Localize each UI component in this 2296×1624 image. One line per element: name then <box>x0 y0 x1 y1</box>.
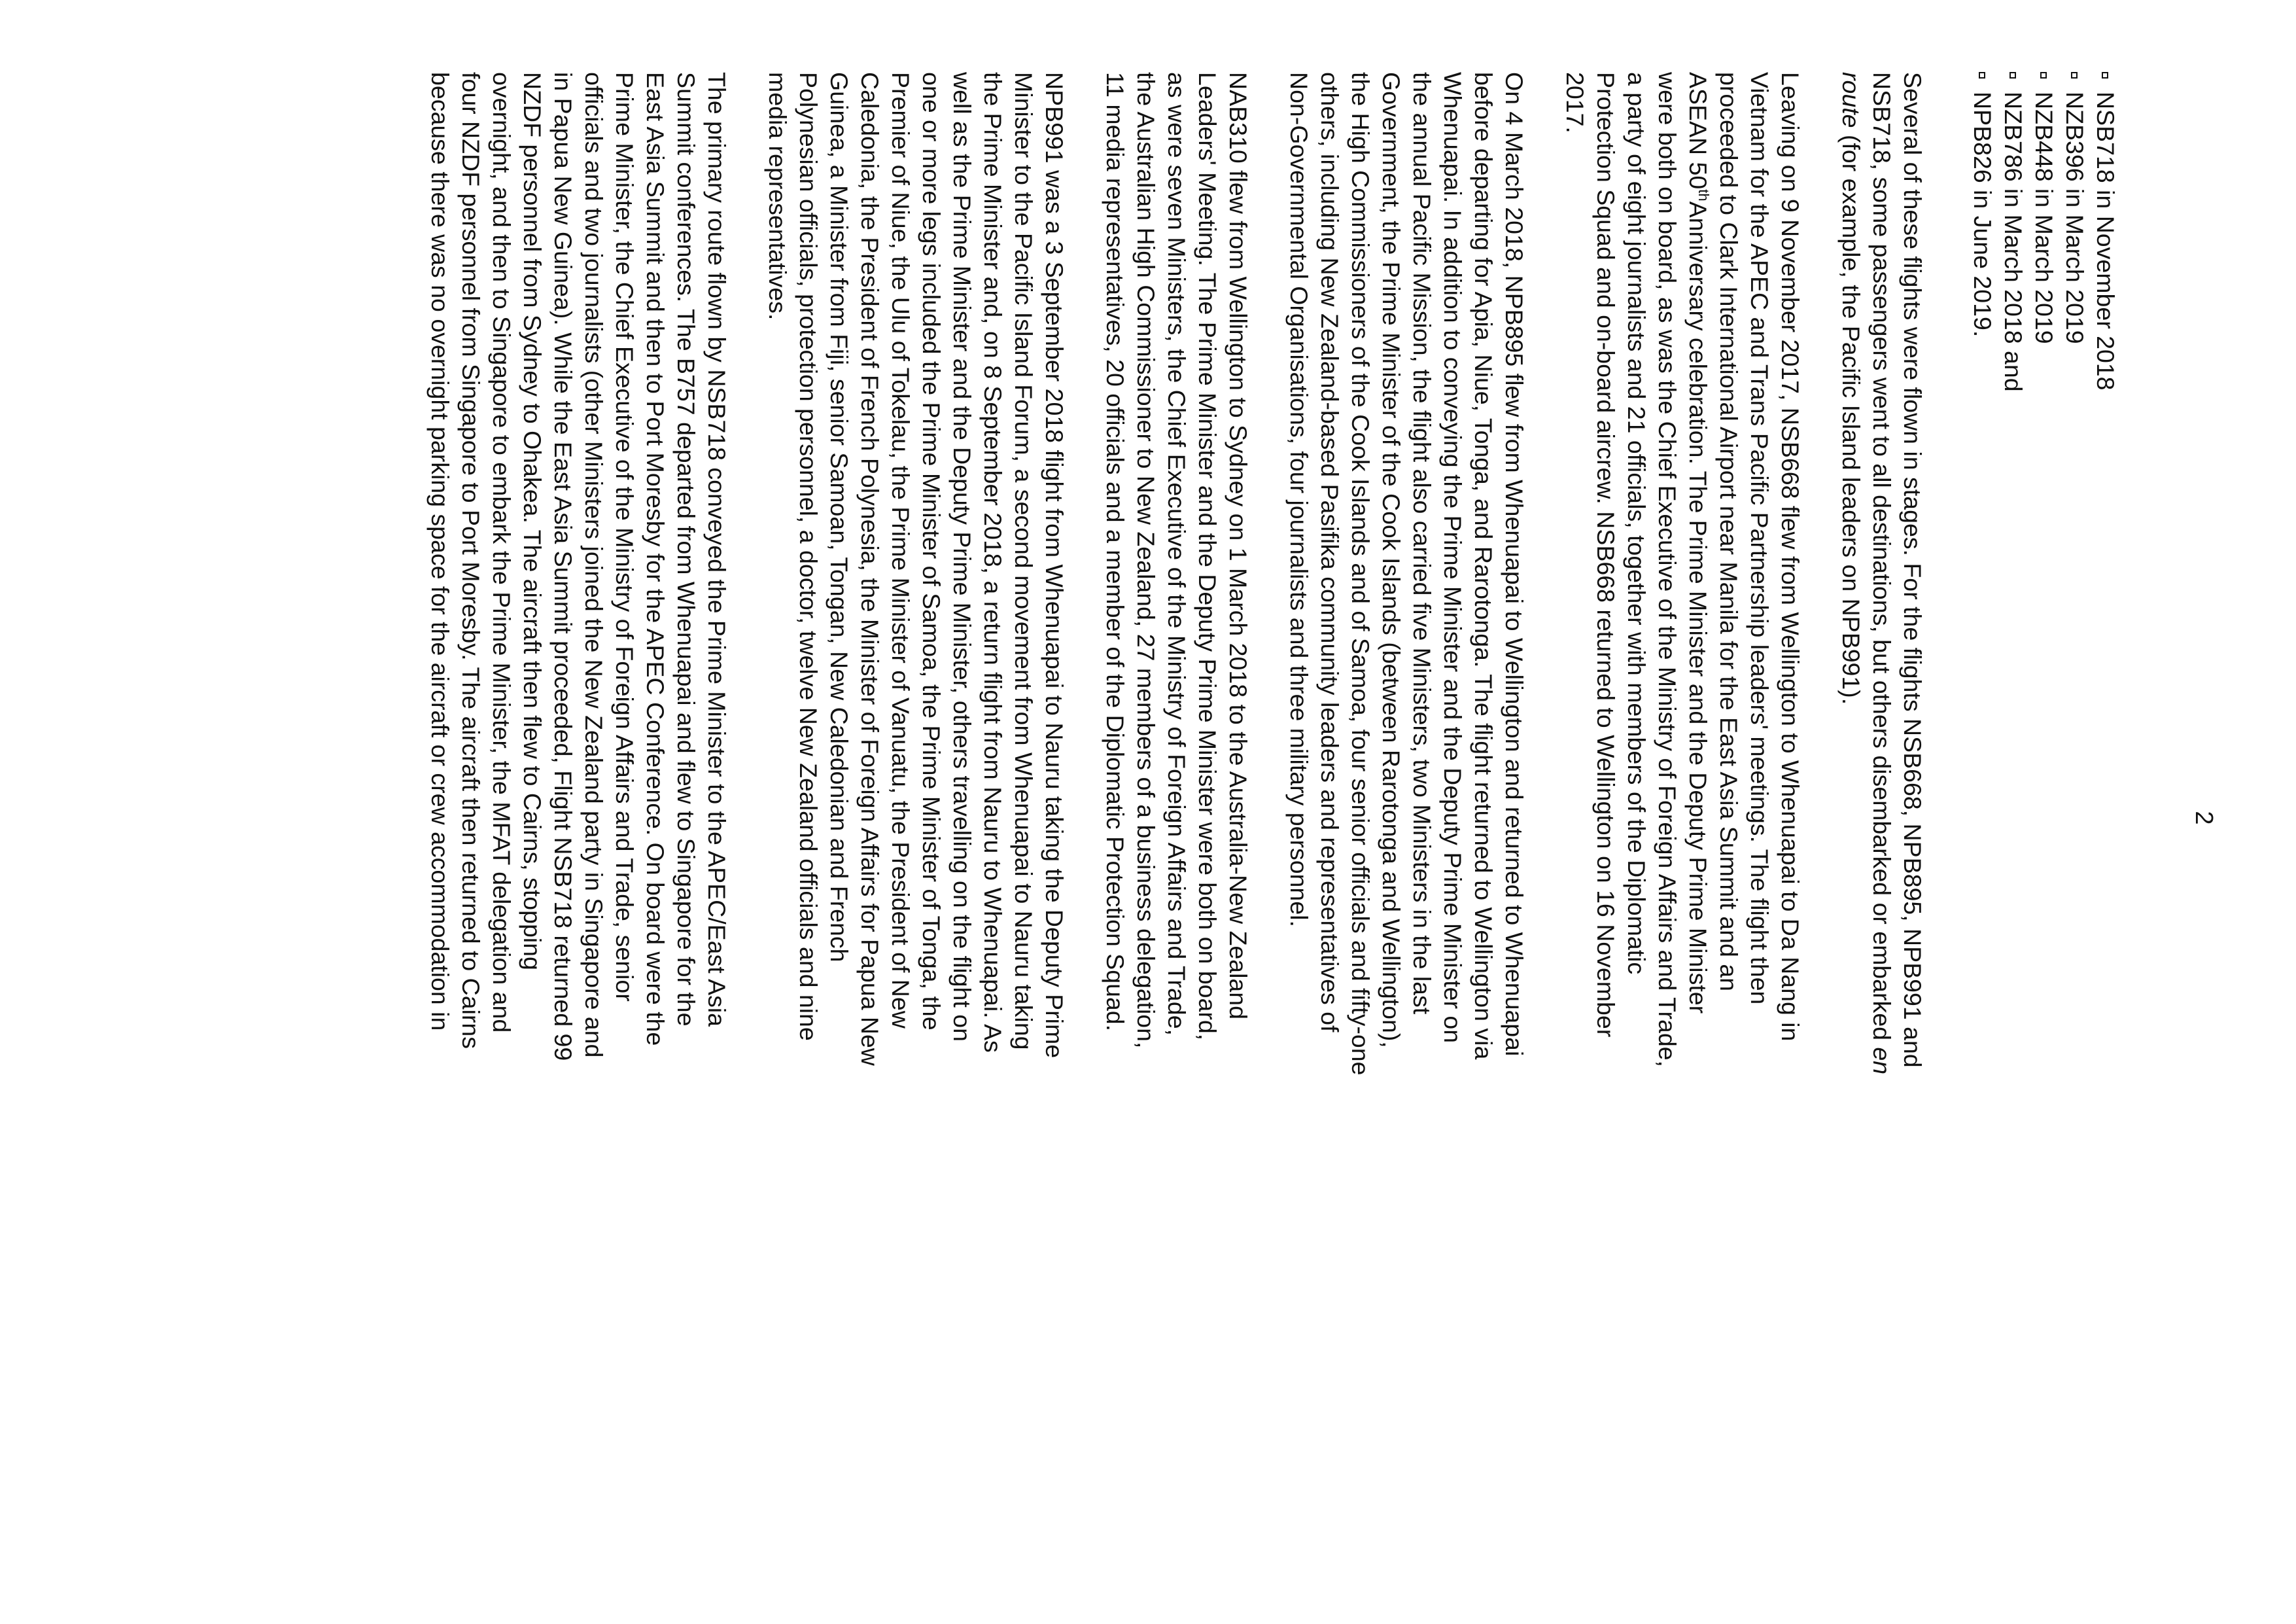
text-line: On 4 March 2018, NPB895 flew from Whenuapai to Wellington and returned to Whenuapai <box>1501 72 1528 1057</box>
text-line: 11 media representatives, 20 officials and a member of the Diplomatic Protection Squad. <box>1102 72 1129 1032</box>
superscript: th <box>1696 189 1712 202</box>
list-item <box>1998 72 2028 1335</box>
text-line: Prime Minister, the Chief Executive of the Ministry of Foreign Affairs and Trade, senior <box>611 72 638 1002</box>
list-item <box>2059 72 2090 1335</box>
bullet-square-icon <box>1979 72 1985 79</box>
text-line: a party of eight journalists and 21 officials, together with members of the Diplomatic <box>1623 72 1650 975</box>
text-line <box>1897 72 1928 1335</box>
list-item-text: NZB786 in March 2018 and <box>2000 92 2027 392</box>
text-line: four NZDF personnel from Singapore to Port Moresby. The aircraft then returned to Cairns <box>457 72 485 1050</box>
list-item-text: NSB718 in November 2018 <box>2092 92 2119 391</box>
text-line: Leaders' Meeting. The Prime Minister and the Deputy Prime Minister were both on board, <box>1194 72 1221 1041</box>
paragraph-nab310 <box>1100 72 1253 1335</box>
paragraph-npb895 <box>1283 72 1529 1335</box>
text-line <box>1866 72 1897 1335</box>
text-line: Summit conferences. The B757 departed from Whenuapai and flew to Singapore for the <box>672 72 700 1027</box>
text-line: because there was no overnight parking space for the aircraft or crew accommodation in <box>426 72 454 1031</box>
text-span: NSB718, some passengers went to all destinations, but others disembarked or embarked <box>1868 72 1896 1048</box>
list-item-text: NPB826 in June 2019. <box>1969 92 1996 338</box>
text-line: overnight, and then to Singapore to embark the Prime Minister, the MFAT delegation and <box>488 72 515 1033</box>
text-line: Guinea, a Minister from Fiji, senior Samoan, Tongan, New Caledonian and French <box>826 72 853 962</box>
text-span: Several of these flights were flown in stages. For the flights NSB668, NPB895, NPB991 and <box>1899 72 1926 1068</box>
text-line: others, including New Zealand-based Pasifika community leaders and representatives of <box>1316 72 1344 1033</box>
text-line: one or more legs included the Prime Minister of Samoa, the Prime Minister of Tonga, the <box>918 72 945 1031</box>
text-line: The primary route flown by NSB718 conveyed the Prime Minister to the APEC/East Asia <box>703 72 731 1027</box>
paragraph-nsb718 <box>425 72 732 1335</box>
flight-list <box>1967 72 2121 1335</box>
paragraph-flight-stages <box>1835 72 1928 1335</box>
text-line: 2017. <box>1561 72 1589 133</box>
bullet-square-icon <box>2071 72 2078 79</box>
text-line <box>1682 72 1713 1335</box>
italic-text: route <box>1837 72 1865 128</box>
text-line: Whenuapai. In addition to conveying the Prime Minister and the Deputy Prime Minister on <box>1439 72 1467 1044</box>
text-line: Leaving on 9 November 2017, NSB668 flew from Wellington to Whenuapai to Da Nang in <box>1777 72 1804 1042</box>
text-line: the High Commissioners of the Cook Islands and of Samoa, four senior officials and fifty-one <box>1347 72 1374 1076</box>
text-line: well as the Prime Minister and the Deputy Prime Minister, others travelling on the flight on <box>948 72 976 1042</box>
text-line: NZDF personnel from Sydney to Ohakea. The aircraft then flew to Cairns, stopping <box>519 72 546 970</box>
text-line: Premier of Niue, the Ulu of Tokelau, the Prime Minister of Vanuatu, the President of New <box>887 72 914 1029</box>
text-line: in Papua New Guinea). While the East Asia Summit proceeded, Flight NSB718 returned 99 <box>549 72 577 1061</box>
text-line: NPB991 was a 3 September 2018 flight from Whenuapai to Nauru taking the Deputy Prime <box>1041 72 1068 1059</box>
text-line: as were seven Ministers, the Chief Executive of the Ministry of Foreign Affairs and Trade, <box>1163 72 1191 1036</box>
page-body <box>425 72 2121 1335</box>
text-line: Vietnam for the APEC and Trans Pacific Partnership leaders' meetings. The flight then <box>1746 72 1773 1005</box>
text-line: the Australian High Commissioner to New Zealand, 27 members of a business delegation, <box>1132 72 1160 1049</box>
bullet-square-icon <box>2040 72 2047 79</box>
list-item <box>1967 72 1998 1335</box>
text-line: Government, the Prime Minister of the Cook Islands (between Rarotonga and Wellington), <box>1378 72 1405 1048</box>
text-line: were both on board, as was the Chief Executive of the Ministry of Foreign Affairs and Trade, <box>1654 72 1681 1067</box>
text-line: proceeded to Clark International Airport near Manila for the East Asia Summit and an <box>1715 72 1743 991</box>
text-line: NAB310 flew from Wellington to Sydney on 1 March 2018 to the Australia-New Zealand <box>1225 72 1252 1019</box>
text-span: (for example, the Pacific Island leaders on NPB991). <box>1837 128 1865 705</box>
text-span: Anniversary celebration. The Prime Minister and the Deputy Prime Minister <box>1684 201 1712 1014</box>
italic-text: en <box>1868 1047 1896 1075</box>
text-line: media representatives. <box>764 72 791 321</box>
text-line: East Asia Summit and then to Port Moresby for the APEC Conference. On board were the <box>642 72 669 1046</box>
text-line: Polynesian officials, protection personnel, a doctor, twelve New Zealand officials and nine <box>795 72 822 1041</box>
paragraph-npb991 <box>762 72 1070 1335</box>
text-line: the Prime Minister and, on 8 September 2018, a return flight from Nauru to Whenuapai. As <box>979 72 1007 1053</box>
list-item <box>2028 72 2059 1335</box>
list-item-text: NZB448 in March 2019 <box>2030 92 2058 344</box>
list-item <box>2090 72 2121 1335</box>
text-line: Minister to the Pacific Island Forum, a second movement from Whenuapai to Nauru taking <box>1010 72 1037 1050</box>
text-line: Caledonia, the President of French Polynesia, the Minister of Foreign Affairs for Papua New <box>856 72 884 1066</box>
text-line: before departing for Apia, Niue, Tonga, and Rarotonga. The flight returned to Wellington via <box>1470 72 1497 1060</box>
text-span: ASEAN 50 <box>1684 72 1712 190</box>
paragraph-nsb668 <box>1559 72 1805 1335</box>
list-item-text: NZB396 in March 2019 <box>2061 92 2089 344</box>
text-line: the annual Pacific Mission, the flight also carried five Ministers, two Ministers in the last <box>1408 72 1436 1015</box>
text-line: Non-Governmental Organisations, four journalists and three military personnel. <box>1285 72 1313 927</box>
text-line: Protection Squad and on-board aircrew. NSB668 returned to Wellington on 16 November <box>1592 72 1620 1038</box>
bullet-square-icon <box>2009 72 2016 79</box>
text-line: officials and two journalists (other Ministers joined the New Zealand party in Singapore and <box>580 72 608 1058</box>
page-number: 2 <box>2190 811 2218 825</box>
bullet-square-icon <box>2102 72 2108 79</box>
text-line <box>1835 72 1866 1335</box>
